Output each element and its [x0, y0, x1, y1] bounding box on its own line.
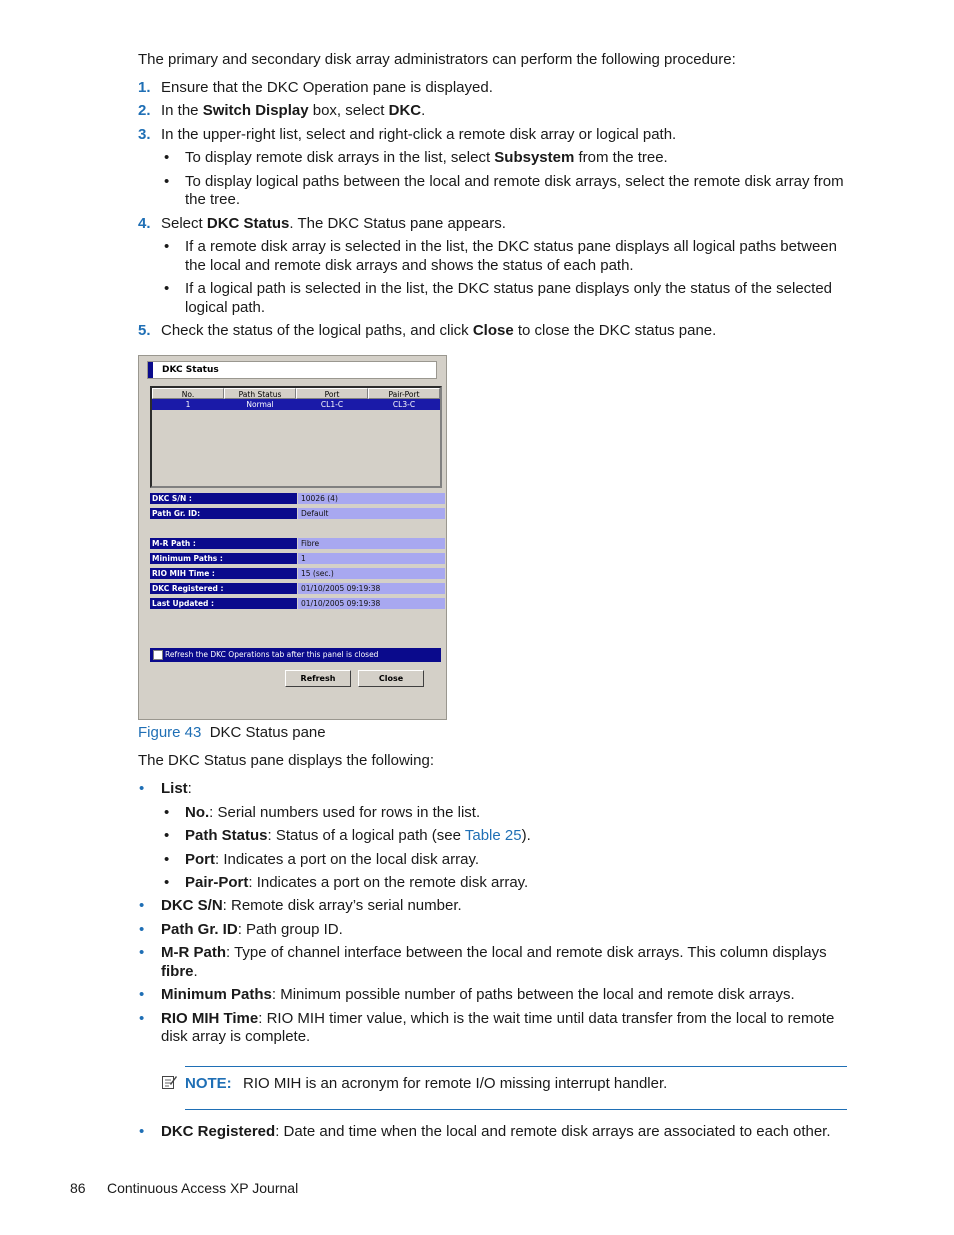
column-header-no[interactable]: No.: [152, 388, 224, 399]
page-number: 86: [70, 1180, 86, 1196]
dkc-registered-label: DKC Registered :: [150, 583, 297, 594]
bullet-dot: •: [164, 280, 170, 297]
list-item: Path Gr. ID: Path group ID.: [161, 921, 343, 938]
dkc-sn-value: 10026 (4): [298, 493, 445, 504]
column-header-path-status[interactable]: Path Status: [224, 388, 296, 399]
list-item: DKC S/N: Remote disk array’s serial number.: [161, 897, 462, 914]
path-list[interactable]: [150, 386, 442, 488]
refresh-checkbox[interactable]: [153, 650, 163, 660]
bullet-dot: •: [139, 921, 145, 938]
minimum-paths-label: Minimum Paths :: [150, 553, 297, 564]
step-text: In the Switch Display box, select DKC.: [161, 102, 426, 119]
list-item-line1: RIO MIH Time: RIO MIH timer value, which is the wait time until data transfer from the local to remote: [161, 1010, 835, 1027]
bullet-dot: •: [164, 173, 170, 190]
dkc-sn-label: DKC S/N :: [150, 493, 297, 504]
list-item-line1: M-R Path: Type of channel interface between the local and remote disk arrays. This column displays: [161, 944, 827, 961]
step-text: In the upper-right list, select and right-click a remote disk array or logical path.: [161, 126, 677, 143]
refresh-checkbox-label: Refresh the DKC Operations tab after this panel is closed: [165, 650, 379, 659]
bullet-text-line1: If a remote disk array is selected in the list, the DKC status pane displays all logical paths between: [185, 238, 837, 255]
step-number: 5.: [138, 322, 151, 339]
bullet-text-line1: To display logical paths between the local and remote disk arrays, select the remote disk array from: [185, 173, 844, 190]
bullet-dot: •: [164, 827, 170, 844]
list-subitem: Path Status: Status of a logical path (see Table 25).: [185, 827, 531, 844]
minimum-paths-value: 1: [298, 553, 445, 564]
bullet-dot: •: [164, 851, 170, 868]
list-item: Minimum Paths: Minimum possible number of paths between the local and remote disk arrays.: [161, 986, 795, 1003]
bullet-text-line2: the tree.: [185, 191, 241, 208]
intro-text: The primary and secondary disk array administrators can perform the following procedure:: [138, 51, 736, 68]
displays-text: The DKC Status pane displays the following:: [138, 752, 434, 769]
note-text: RIO MIH is an acronym for remote I/O missing interrupt handler.: [243, 1075, 668, 1092]
table-25-link[interactable]: Table 25: [464, 827, 522, 844]
list-subitem: No.: Serial numbers used for rows in the list.: [185, 804, 481, 821]
note-icon: [161, 1074, 177, 1094]
bullet-dot: •: [164, 804, 170, 821]
bullet-text-line1: If a logical path is selected in the list, the DKC status pane displays only the status of the selected: [185, 280, 833, 297]
bullet-text-line2: the local and remote disk arrays and shows the status of each path.: [185, 257, 634, 274]
step-text: Select DKC Status. The DKC Status pane appears.: [161, 215, 506, 232]
bullet-dot: •: [139, 1010, 145, 1027]
column-header-port[interactable]: Port: [296, 388, 368, 399]
title-marker: [148, 362, 153, 378]
panel-title-bar: [147, 361, 437, 379]
mr-path-label: M-R Path :: [150, 538, 297, 549]
panel-title: DKC Status: [162, 365, 219, 375]
refresh-button[interactable]: Refresh: [285, 670, 351, 687]
list-item: DKC Registered: Date and time when the local and remote disk arrays are associated to each other.: [161, 1123, 831, 1140]
path-group-id-value: Default: [298, 508, 445, 519]
step-number: 4.: [138, 215, 151, 232]
figure-caption: [138, 724, 326, 741]
footer-title: Continuous Access XP Journal: [107, 1180, 299, 1196]
figure-label: Figure 43: [138, 724, 202, 741]
bullet-dot: •: [164, 149, 170, 166]
last-updated-label: Last Updated :: [150, 598, 297, 609]
cell-port: CL1-C: [320, 400, 344, 409]
bullet-dot: •: [139, 1123, 145, 1140]
note-top-rule: [185, 1066, 847, 1067]
note-label: NOTE:: [185, 1075, 232, 1092]
list-item-line2: fibre.: [161, 963, 198, 980]
list-subitem: Pair-Port: Indicates a port on the remote disk array.: [185, 874, 529, 891]
column-header-pair-port[interactable]: Pair-Port: [368, 388, 440, 399]
list-subitem: Port: Indicates a port on the local disk array.: [185, 851, 480, 868]
bullet-dot: •: [139, 897, 145, 914]
bullet-dot: •: [164, 874, 170, 891]
bullet-text-line2: logical path.: [185, 299, 266, 316]
note-bottom-rule: [185, 1109, 847, 1110]
step-text: Ensure that the DKC Operation pane is displayed.: [161, 79, 493, 96]
cell-pair-port: CL3-C: [392, 400, 416, 409]
list-item-list: List:: [161, 780, 192, 797]
bullet-dot: •: [139, 780, 145, 797]
bullet-dot: •: [139, 986, 145, 1003]
table-row[interactable]: [152, 399, 440, 410]
step-number: 1.: [138, 79, 151, 96]
figure-title: DKC Status pane: [209, 724, 326, 741]
rio-mih-time-label: RIO MIH Time :: [150, 568, 297, 579]
bullet-text: To display remote disk arrays in the list, select Subsystem from the tree.: [185, 149, 668, 166]
last-updated-value: 01/10/2005 09:19:38: [298, 598, 445, 609]
cell-no: 1: [185, 400, 191, 409]
mr-path-value: Fibre: [298, 538, 445, 549]
bullet-dot: •: [164, 238, 170, 255]
dkc-status-panel: [138, 355, 447, 720]
bullet-dot: •: [139, 944, 145, 961]
step-number: 3.: [138, 126, 151, 143]
cell-path-status: Normal: [246, 400, 274, 409]
list-header: [152, 388, 440, 399]
list-item-line2: disk array is complete.: [161, 1028, 311, 1045]
refresh-checkbox-row[interactable]: [150, 648, 441, 662]
dkc-registered-value: 01/10/2005 09:19:38: [298, 583, 445, 594]
rio-mih-time-value: 15 (sec.): [298, 568, 445, 579]
path-group-id-label: Path Gr. ID:: [150, 508, 297, 519]
step-text: Check the status of the logical paths, and click Close to close the DKC status pane.: [161, 322, 717, 339]
close-button[interactable]: Close: [358, 670, 424, 687]
step-number: 2.: [138, 102, 151, 119]
